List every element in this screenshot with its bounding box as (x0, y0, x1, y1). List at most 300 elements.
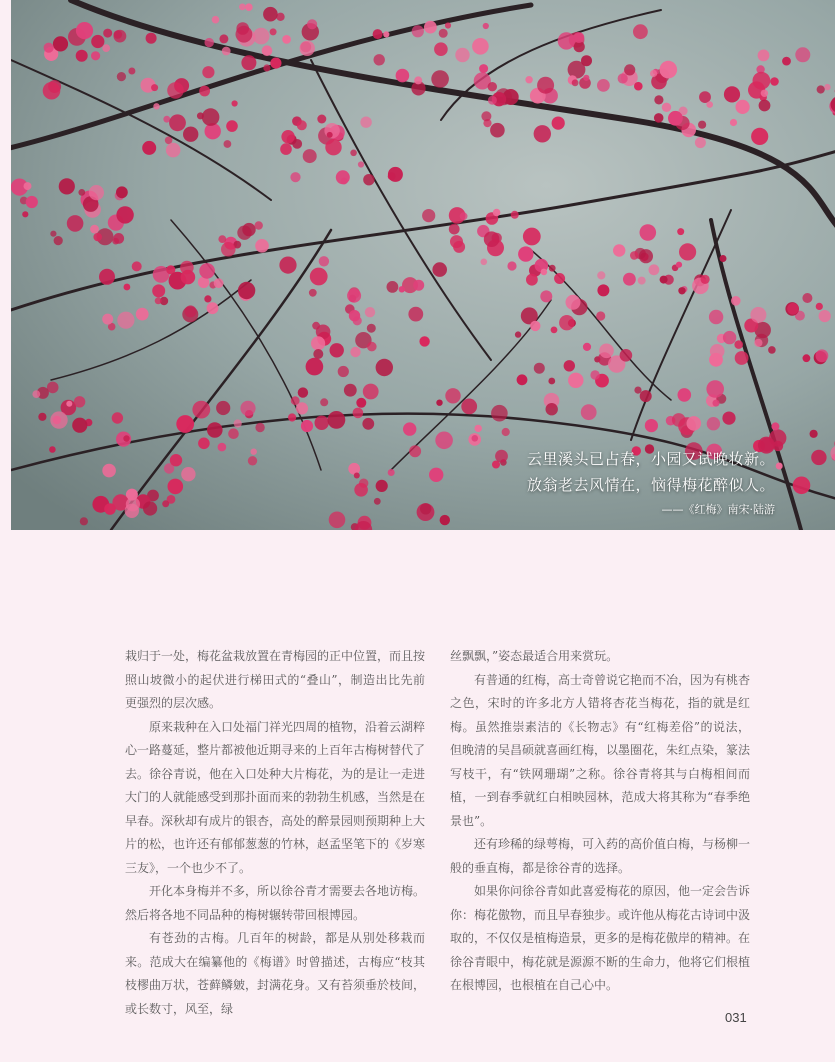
blossom-petal (564, 360, 575, 371)
blossom-petal (558, 32, 575, 49)
blossom-petal (317, 115, 326, 124)
blossom-petal (309, 289, 317, 297)
blossom-petal (566, 295, 581, 310)
blossom-petal (751, 128, 768, 145)
blossom-petal (420, 503, 431, 514)
blossom-petal (123, 435, 129, 441)
blossom-petal (166, 143, 181, 158)
blossom-petal (429, 468, 443, 482)
blossom-petal (245, 3, 253, 11)
blossom-petal (640, 224, 657, 241)
blossom-petal (730, 119, 737, 126)
blossom-petal (572, 79, 579, 86)
blossom-petal (221, 242, 236, 257)
blossom-petal (481, 259, 488, 266)
blossom-petal (24, 182, 32, 190)
blossom-petal (207, 302, 219, 314)
blossom-petal (212, 16, 220, 24)
blossom-petal (678, 388, 692, 402)
blossom-petal (301, 420, 313, 432)
blossom-petal (710, 344, 725, 359)
blossom-petal (183, 127, 198, 142)
blossom-petal (363, 384, 379, 400)
blossom-petal (758, 50, 770, 62)
blossom-petal (313, 349, 323, 359)
blossom-petal (198, 438, 210, 450)
blossom-petal (365, 307, 375, 317)
blossom-petal (541, 269, 548, 276)
blossom-petal (639, 249, 653, 263)
blossom-petal (255, 221, 263, 229)
blossom-petal (701, 275, 710, 284)
blossom-petal (327, 132, 333, 138)
blossom-petal (26, 196, 38, 208)
paragraph: 栽归于一处，梅花盆栽放置在青梅园的正中位置，而且按照山坡微小的起伏进行梯田式的“叠山”，制造出比先前更强烈的层次感。 (125, 649, 426, 710)
blossom-petal (279, 257, 296, 274)
blossom-petal (414, 76, 422, 84)
blossom-petal (306, 358, 324, 376)
blossom-petal (124, 284, 131, 291)
blossom-petal (146, 33, 157, 44)
blossom-petal (216, 401, 230, 415)
blossom-petal (654, 95, 663, 104)
blossom-petal (162, 500, 169, 507)
blossom-petal (78, 189, 85, 196)
blossom-petal (315, 416, 329, 430)
blossom-petal (202, 66, 214, 78)
blossom-petal (623, 273, 636, 286)
blossom-petal (413, 280, 424, 291)
blossom-petal (540, 290, 552, 302)
blossom-petal (424, 21, 437, 34)
blossom-petal (102, 314, 113, 325)
blossom-petal (199, 86, 210, 97)
blossom-petal (750, 307, 766, 323)
blossom-petal (559, 315, 574, 330)
blossom-petal (362, 418, 374, 430)
blossom-petal (803, 354, 811, 362)
blossom-petal (207, 422, 223, 438)
blossom-petal (568, 373, 583, 388)
blossom-petal (530, 321, 540, 331)
blossom-petal (583, 75, 589, 81)
blossom-petal (214, 278, 224, 288)
blossom-petal (574, 32, 585, 43)
blossom-petal (720, 255, 727, 262)
blossom-petal (649, 264, 660, 275)
blossom-petal (707, 417, 720, 430)
blossom-petal (736, 100, 750, 114)
blossom-petal (50, 231, 56, 237)
blossom-petal (307, 19, 317, 29)
blossom-petal (630, 251, 639, 260)
blossom-petal (383, 31, 389, 37)
article-column-right (450, 645, 750, 998)
blossom-petal (490, 123, 505, 138)
blossom-petal (358, 161, 364, 167)
blossom-petal (303, 149, 317, 163)
blossom-petal (344, 384, 357, 397)
blossom-petal (472, 38, 489, 55)
blossom-petal (291, 396, 300, 405)
blossom-petal (534, 125, 551, 142)
blossom-petal (597, 79, 610, 92)
blossom-petal (310, 268, 328, 286)
blossom-petal (679, 243, 696, 260)
blossom-petal (240, 401, 255, 416)
blossom-petal (484, 231, 500, 247)
blossom-petal (461, 399, 477, 415)
blossom-petal (645, 419, 658, 432)
blossom-petal (356, 398, 366, 408)
blossom-petal (526, 274, 538, 286)
blossom-petal (143, 501, 157, 515)
blossom-petal (431, 70, 449, 88)
blossom-petal (153, 103, 159, 109)
blossom-petal (80, 517, 88, 525)
blossom-petal (599, 344, 614, 359)
blossom-petal (228, 428, 239, 439)
blossom-petal (435, 432, 453, 450)
blossom-petal (488, 96, 497, 105)
blossom-petal (112, 412, 123, 423)
blossom-petal (103, 29, 112, 38)
blossom-petal (511, 211, 519, 219)
blossom-petal (222, 47, 231, 56)
blossom-petal (634, 387, 641, 394)
blossom-petal (590, 370, 599, 379)
blossom-petal (90, 225, 99, 234)
blossom-petal (624, 64, 635, 75)
blossom-petal (251, 449, 257, 455)
blossom-petal (255, 239, 269, 253)
blossom-petal (440, 515, 450, 525)
blossom-petal (460, 212, 468, 220)
blossom-petal (583, 343, 591, 351)
blossom-petal (125, 504, 139, 518)
blossom-petal (185, 305, 197, 317)
blossom-petal (495, 450, 508, 463)
blossom-petal (242, 223, 255, 236)
blossom-petal (537, 77, 554, 94)
paragraph: 如果你问徐谷青如此喜爱梅花的原因，他一定会告诉你：梅花傲物，而且早春独步。或许他从梅花古诗词中汲取的，不仅仅是植梅造景，更多的是梅花傲岸的精神。在徐谷青眼中，梅花就是源源不断的生命力，他将它们根植在根博园，也根植在自己心中。 (450, 884, 751, 992)
blossom-petal (396, 69, 410, 83)
blossom-petal (488, 82, 497, 91)
blossom-petal (234, 419, 242, 427)
blossom-petal (672, 413, 686, 427)
blossom-petal (192, 401, 210, 419)
blossom-petal (793, 477, 811, 495)
blossom-petal (151, 84, 158, 91)
paragraph: 开化本身梅并不多，所以徐谷青才需要去各地访梅。然后将各地不同品种的梅树辗转带回根博园。 (125, 884, 426, 922)
blossom-petal (180, 261, 194, 275)
blossom-petal (59, 178, 75, 194)
blossom-petal (677, 228, 684, 235)
blossom-petal (91, 35, 104, 48)
blossom-petal (436, 400, 442, 406)
blossom-petal (770, 77, 779, 86)
blossom-petal (117, 312, 134, 329)
blossom-petal (238, 282, 255, 299)
blossom-petal (99, 269, 115, 285)
blossom-petal (74, 396, 85, 407)
blossom-petal (660, 276, 668, 284)
blossom-petal (330, 343, 344, 357)
blossom-petal (687, 416, 702, 431)
blossom-petal (445, 388, 460, 403)
blossom-petal (551, 327, 558, 334)
blossom-petal (319, 256, 329, 266)
blossom-petal (699, 91, 711, 103)
blossom-petal (353, 408, 364, 419)
blossom-petal (802, 293, 812, 303)
blossom-petal (67, 215, 84, 232)
blossom-petal (515, 331, 521, 337)
blossom-petal (722, 412, 735, 425)
blossom-petal (236, 22, 249, 35)
blossom-petal (102, 464, 116, 478)
blossom-petal (116, 186, 128, 198)
blossom-petal (93, 233, 102, 242)
blossom-petal (481, 111, 491, 121)
blossom-petal (678, 287, 685, 294)
blossom-petal (554, 273, 565, 284)
blossom-petal (232, 100, 238, 106)
blossom-petal (280, 143, 292, 155)
blossom-petal (281, 130, 294, 143)
blossom-petal (117, 72, 126, 81)
blossom-petal (374, 54, 385, 65)
blossom-petal (354, 473, 360, 479)
blossom-petal (241, 55, 256, 70)
blossom-petal (753, 72, 771, 90)
blossom-petal (113, 233, 124, 244)
blossom-petal (771, 422, 779, 430)
blossom-petal (300, 41, 315, 56)
blossom-petal (776, 463, 783, 470)
blossom-petal (618, 73, 628, 83)
blossom-petal (169, 114, 186, 131)
blossom-petal (89, 185, 104, 200)
blossom-petal (76, 22, 93, 39)
blossom-petal (819, 310, 831, 322)
blossom-petal (288, 413, 296, 421)
blossom-petal (205, 38, 214, 47)
blossom-petal (49, 446, 56, 453)
blossom-petal (142, 141, 156, 155)
blossom-petal (224, 140, 232, 148)
poem-line-1: 云里溪头已占春，小园又试晚妆新。 (526, 450, 775, 468)
blossom-petal (347, 289, 361, 303)
blossom-petal (399, 286, 405, 292)
blossom-petal (408, 307, 423, 322)
blossom-petal (114, 30, 123, 39)
blossom-petal (136, 308, 149, 321)
blossom-petal (706, 101, 713, 108)
paragraph: 有普通的红梅，高士奇曾说它艳而不冶，因为有桃杏之色，宋时的许多北方人错将杏花当梅花，指的就是红梅。虽然推崇素洁的《长物志》有“红梅差俗”的说法，但晚清的吴昌硕就喜画红梅，以墨圈花，朱红点染，篆法写枝干，有“铁网珊瑚”之称。徐谷青将其与白梅相间而植，一到春季就红白相映园林，范成大将其称为“春季绝景也”。 (450, 672, 751, 828)
blossom-petal (634, 82, 643, 91)
blossom-petal (731, 296, 741, 306)
paragraph: 原来栽种在入口处福门祥光四周的植物，沿着云湖粹心一路蔓延，整片都被他近期寻来的上百年古梅树替代了去。徐谷青说，他在入口处种大片梅花，为的是让一走进大门的人就能感受到那扑面而来的勃勃生机感，当然是在早春。深秋却有成片的银杏，高处的醉景园则预期种上大片的松，也许还有郁郁葱葱的竹林，赵孟坚笔下的《岁寒三友》，一个也少不了。 (125, 719, 426, 875)
blossom-petal (723, 331, 736, 344)
blossom-petal (282, 35, 291, 44)
blossom-petal (311, 336, 325, 350)
blossom-petal (735, 351, 749, 365)
blossom-petal (449, 224, 460, 235)
blossom-petal (388, 469, 395, 476)
blossom-petal (325, 139, 341, 155)
blossom-petal (53, 36, 68, 51)
blossom-petal (620, 349, 633, 362)
blossom-petal (255, 423, 264, 432)
blossom-petal (518, 246, 533, 261)
blossom-petal (328, 411, 346, 429)
blossom-petal (32, 390, 40, 398)
blossom-petal (367, 342, 377, 352)
blossom-petal (253, 28, 270, 45)
blossom-petal (517, 374, 528, 385)
paragraph: 有苍劲的古梅。几百年的树龄，都是从别处移栽而来。范成大在编纂他的《梅谱》时曾描述，古梅应“枝其枝樛曲万状，苍藓鳞皴，封满花身。又有苔须垂於枝间，或长数寸，风至，绿 (125, 931, 426, 1016)
blossom-petal (439, 29, 448, 38)
blossom-petal (168, 479, 184, 495)
blossom-petal (816, 303, 823, 310)
blossom-petal (445, 22, 451, 28)
blossom-petal (412, 25, 424, 37)
blossom-petal (483, 23, 489, 29)
blossom-petal (163, 116, 170, 123)
blossom-petal (453, 241, 465, 253)
blossom-petal (422, 209, 435, 222)
blossom-petal (472, 435, 479, 442)
blossom-petal (698, 121, 706, 129)
blossom-petal (650, 70, 657, 77)
blossom-petal (668, 111, 683, 126)
blossom-petal (290, 172, 300, 182)
blossom-petal (549, 265, 556, 272)
poem-caption (527, 446, 775, 519)
blossom-petal (218, 443, 227, 452)
blossom-petal (270, 28, 277, 35)
blossom-petal (116, 206, 133, 223)
blossom-petal (660, 61, 678, 79)
blossom-petal (597, 271, 605, 279)
blossom-petal (354, 483, 368, 497)
blossom-petal (91, 51, 100, 60)
blossom-petal (581, 55, 592, 66)
blossom-petal (475, 425, 482, 432)
blossom-petal (22, 211, 28, 217)
blossom-petal (360, 117, 371, 128)
paragraph: 还有珍稀的绿萼梅，可入药的高价值白梅，与杨柳一般的垂直梅，都是徐谷青的选择。 (450, 837, 751, 875)
blossom-petal (54, 236, 63, 245)
blossom-petal (633, 24, 648, 39)
blossom-petal (76, 50, 88, 62)
blossom-petal (226, 120, 238, 132)
blossom-petal (597, 284, 609, 296)
blossom-petal (167, 82, 184, 99)
blossom-petal (493, 209, 501, 217)
article-column-left (125, 645, 425, 1021)
blossom-petal (262, 45, 273, 56)
blossom-petal (768, 346, 776, 354)
blossom-petal (263, 7, 278, 22)
blossom-petal (43, 82, 61, 100)
poem-line-2: 放翁老去风情在，恼得梅花醉似人。 (526, 476, 775, 494)
blossom-petal (734, 340, 743, 349)
blossom-petal (638, 277, 646, 285)
blossom-petal (248, 456, 257, 465)
blossom-petal (152, 284, 165, 297)
blossom-petal (824, 84, 830, 90)
blossom-petal (817, 85, 825, 93)
blossom-petal (546, 403, 558, 415)
blossom-petal (376, 480, 388, 492)
blossom-petal (761, 90, 768, 97)
blossom-petal (298, 387, 308, 397)
hero-photo (11, 0, 835, 530)
blossom-petal (662, 103, 671, 112)
blossom-petal (782, 57, 791, 66)
blossom-petal (66, 401, 72, 407)
blossom-petal (132, 261, 142, 271)
blossom-petal (754, 339, 762, 347)
blossom-petal (502, 428, 510, 436)
blossom-petal (724, 86, 740, 102)
blossom-petal (336, 170, 350, 184)
blossom-petal (534, 363, 545, 374)
blossom-petal (552, 117, 565, 130)
blossom-petal (507, 261, 516, 270)
blossom-petal (128, 68, 135, 75)
blossom-petal (363, 174, 374, 185)
blossom-petal (297, 120, 307, 130)
blossom-petal (596, 311, 605, 320)
blossom-petal (810, 430, 818, 438)
blossom-petal (479, 64, 488, 73)
blossom-petal (388, 167, 403, 182)
blossom-petal (695, 137, 706, 148)
blossom-petal (350, 347, 360, 357)
blossom-petal (367, 324, 376, 333)
blossom-petal (239, 4, 246, 11)
paragraph: 丝飘飘，”姿态最适合用来赏玩。 (450, 649, 619, 663)
blossom-petal (709, 310, 723, 324)
blossom-petal (349, 310, 360, 321)
blossom-petal (38, 413, 46, 421)
blossom-petal (350, 150, 357, 157)
blossom-petal (181, 467, 195, 481)
blossom-petal (409, 445, 421, 457)
blossom-petal (219, 34, 228, 43)
blossom-petal (795, 47, 810, 62)
blossom-petal (434, 42, 448, 56)
blossom-petal (263, 64, 270, 71)
blossom-petal (102, 44, 110, 52)
blossom-petal (202, 108, 220, 126)
blossom-petal (491, 405, 508, 422)
blossom-petal (72, 418, 87, 433)
blossom-petal (432, 262, 447, 277)
blossom-petal (176, 415, 194, 433)
blossom-petal (713, 400, 720, 407)
blossom-petal (525, 76, 532, 83)
blossom-petal (759, 100, 771, 112)
blossom-petal (199, 263, 215, 279)
blossom-petal (676, 262, 682, 268)
blossom-petal (376, 359, 393, 376)
page-number: 031 (725, 1010, 747, 1025)
blossom-petal (320, 398, 328, 406)
